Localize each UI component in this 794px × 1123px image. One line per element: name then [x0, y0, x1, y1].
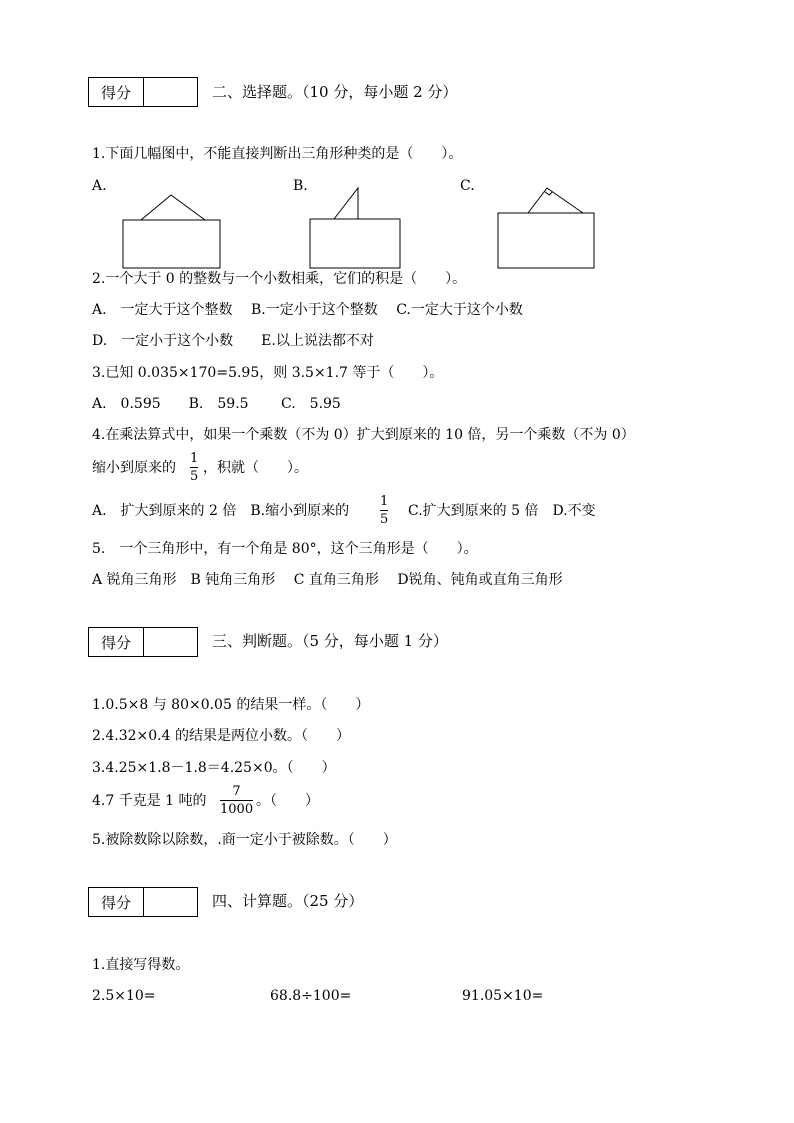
fraction-numerator: 7: [232, 784, 241, 799]
question-4-line-2-pre: 缩小到原来的: [92, 460, 176, 476]
figure-a: [123, 195, 220, 268]
question-5-options: A 锐角三角形 B 钝角三角形 C 直角三角形 D锐角、钝角或直角三角形: [92, 572, 563, 588]
fraction-numerator: 1: [190, 451, 199, 466]
judge-item-2: 2.4.32×0.4 的结果是两位小数。（ ）: [92, 728, 350, 744]
fraction-denominator: 1000: [220, 802, 254, 817]
score-label: 得分: [89, 78, 144, 106]
option-c-label: C.: [460, 178, 475, 194]
figure-c: [498, 188, 594, 268]
option-b-label: B.: [293, 178, 308, 194]
question-2-options-1: A. 一定大于这个整数 B.一定小于这个整数 C.一定大于这个小数: [92, 302, 523, 318]
score-blank[interactable]: [144, 628, 197, 656]
judge-item-1: 1.0.5×8 与 80×0.05 的结果一样。（ ）: [92, 697, 370, 713]
score-label: 得分: [89, 888, 144, 916]
question-2: 2.一个大于 0 的整数与一个小数相乘，它们的积是（ ）。: [92, 271, 467, 287]
calc-subheading: 1.直接写得数。: [92, 957, 190, 973]
section-heading-choice: 二、选择题。（10 分，每小题 2 分）: [212, 83, 458, 101]
score-blank[interactable]: [144, 888, 197, 916]
fraction-one-fifth: [190, 452, 198, 483]
question-4-line-1: 4.在乘法算式中，如果一个乘数（不为 0）扩大到原来的 10 倍，另一个乘数（不为 0）: [92, 427, 635, 443]
question-2-options-2: D. 一定小于这个小数 E.以上说法都不对: [92, 333, 374, 349]
question-4-options-post: C.扩大到原来的 5 倍 D.不变: [408, 503, 596, 519]
calc-item: 91.05×10=: [462, 988, 544, 1004]
fraction-denominator: 5: [380, 512, 389, 527]
judge-item-4-pre: 4.7 千克是 1 吨的: [92, 793, 207, 809]
figure-b: [310, 188, 400, 268]
score-box: [88, 887, 198, 917]
question-3-options: A. 0.595 B. 59.5 C. 5.95: [92, 396, 341, 412]
question-4-options-pre: A. 扩大到原来的 2 倍 B.缩小到原来的: [92, 503, 350, 519]
judge-item-5: 5.被除数除以除数，.商一定小于被除数。（ ）: [92, 832, 397, 848]
judge-item-4-post: 。（ ）: [256, 793, 319, 809]
fraction-denominator: 5: [190, 469, 199, 484]
score-label: 得分: [89, 628, 144, 656]
score-box: [88, 627, 198, 657]
question-3: 3.已知 0.035×170=5.95，则 3.5×1.7 等于（ ）。: [92, 365, 444, 381]
triangle-figures: [0, 0, 794, 300]
fraction-numerator: 1: [380, 494, 389, 509]
section-heading-judge: 三、判断题。（5 分，每小题 1 分）: [212, 632, 448, 650]
question-4-line-2-post: ，积就（ ）。: [203, 460, 308, 476]
question-5: 5. 一个三角形中，有一个角是 80°，这个三角形是（ ）。: [92, 541, 478, 557]
fraction-seven-thousandths: [220, 785, 253, 816]
calc-item: 68.8÷100=: [270, 988, 352, 1004]
question-1: 1.下面几幅图中，不能直接判断出三角形种类的是（ ）。: [92, 146, 463, 162]
section-heading-calc: 四、计算题。（25 分）: [212, 892, 364, 910]
calc-item: 2.5×10=: [92, 988, 156, 1004]
judge-item-3: 3.4.25×1.8－1.8＝4.25×0。（ ）: [92, 760, 336, 776]
option-a-label: A.: [92, 178, 107, 194]
fraction-one-fifth: [380, 495, 388, 526]
